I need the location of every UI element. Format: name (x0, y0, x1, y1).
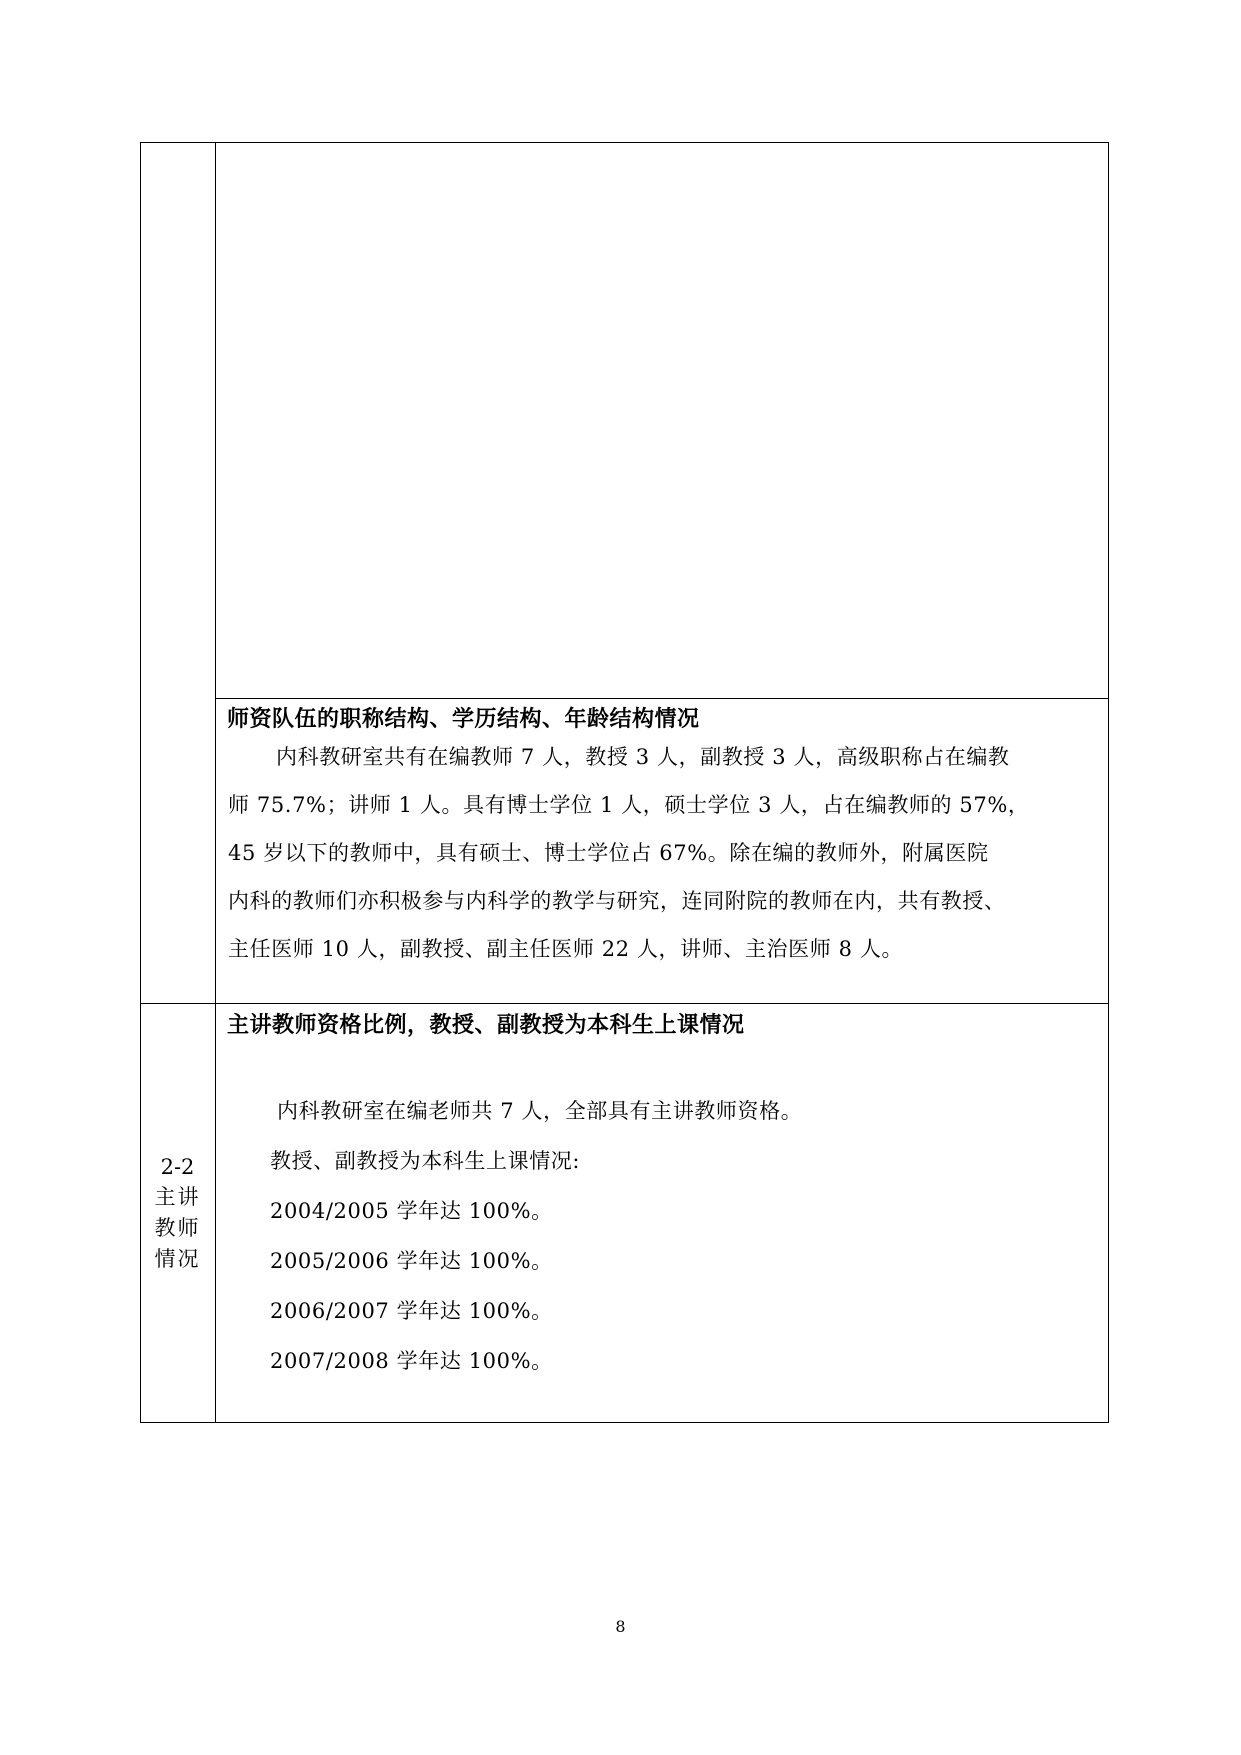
row-divider-upper (215, 698, 1108, 699)
section2-label-number: 2-2 (160, 1155, 195, 1179)
section2-label-line: 主讲 (154, 1185, 201, 1209)
section1-heading: 师资队伍的职称结构、学历结构、年龄结构情况 (227, 707, 700, 732)
section2-line: 2007/2008 学年达 100%。 (270, 1349, 553, 1373)
content-table (140, 142, 1109, 1423)
page-number: 8 (615, 1617, 626, 1636)
section1-line: 内科的教师们亦积极参与内科学的教学与研究，连同附院的教师在内，共有教授、 (228, 889, 1006, 913)
section2-line: 2004/2005 学年达 100%。 (270, 1199, 553, 1223)
row-divider-section (141, 1003, 1108, 1004)
section2-line: 2006/2007 学年达 100%。 (270, 1299, 553, 1323)
section2-label-line: 情况 (154, 1247, 201, 1271)
section2-line: 内科教研室在编老师共 7 人，全部具有主讲教师资格。 (277, 1099, 803, 1123)
column-divider (215, 143, 216, 1422)
section2-line: 2005/2006 学年达 100%。 (270, 1249, 553, 1273)
section1-line: 主任医师 10 人，副教授、副主任医师 22 人，讲师、主治医师 8 人。 (228, 937, 904, 961)
section2-line: 教授、副教授为本科生上课情况: (270, 1149, 581, 1173)
section1-line: 内科教研室共有在编教师 7 人，教授 3 人，副教授 3 人，高级职称占在编教 (276, 745, 1010, 769)
section1-line: 师 75.7%；讲师 1 人。具有博士学位 1 人，硕士学位 3 人，占在编教师的 57%， (228, 793, 1030, 817)
section1-line: 45 岁以下的教师中，具有硕士、博士学位占 67%。除在编的教师外，附属医院 (228, 841, 989, 865)
section2-heading: 主讲教师资格比例，教授、副教授为本科生上课情况 (227, 1013, 745, 1038)
section2-label-line: 教师 (154, 1216, 201, 1240)
